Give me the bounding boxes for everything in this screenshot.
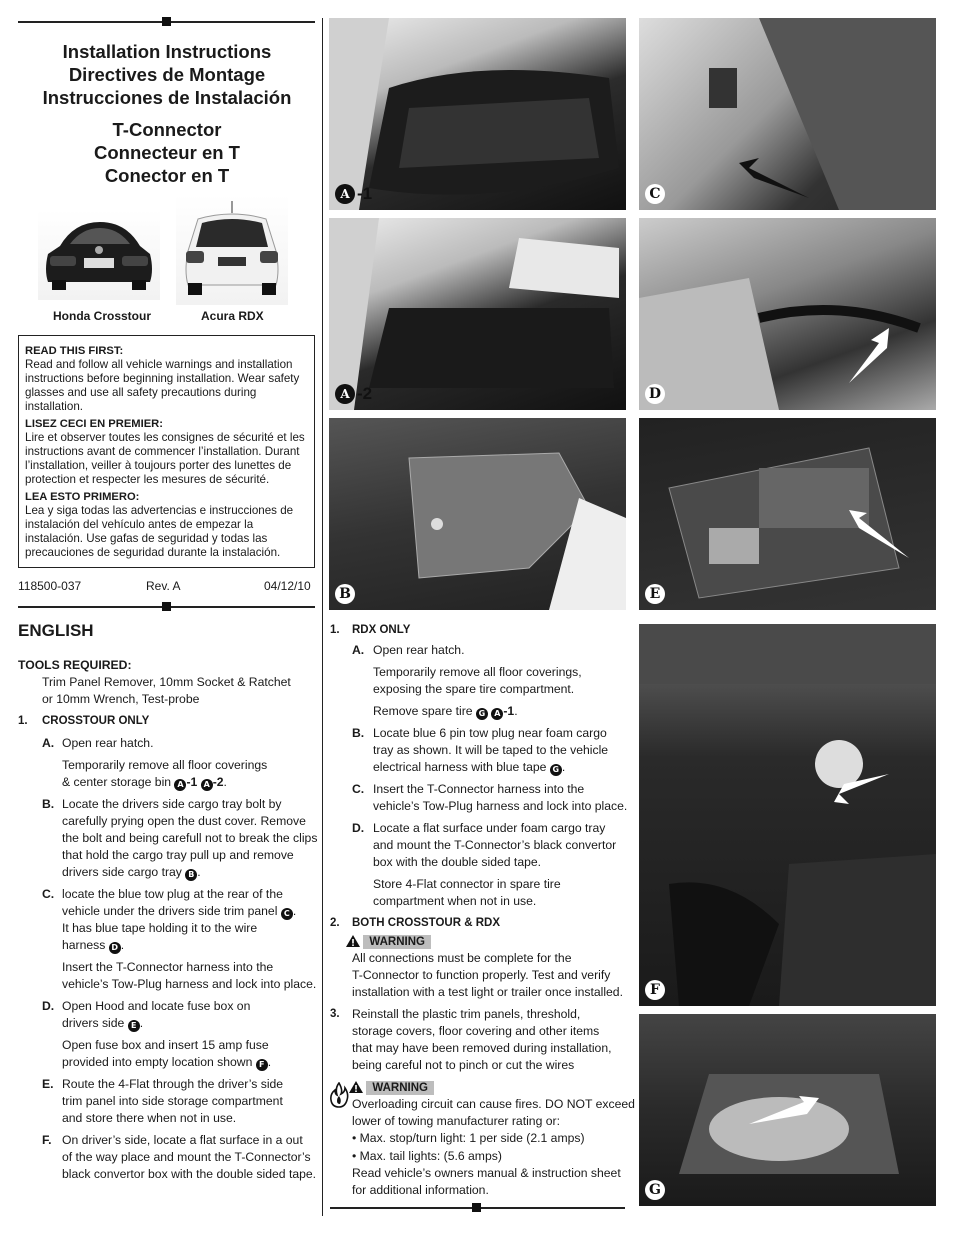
acura-rdx-image [176,195,288,305]
column-divider [322,18,323,1216]
subtitle-es: Conector en T [104,165,230,186]
substep-label: C. [352,782,365,796]
step-text: Locate blue 6 pin tow plug near foam cargo [373,726,607,740]
step-title: RDX ONLY [352,624,411,636]
step-text-line: drivers side cargo tray B . [62,865,201,879]
substep-label: D. [42,999,55,1013]
warning-text: for additional information. [352,1183,489,1197]
substep-label: F. [42,1133,52,1147]
step-text: Locate a flat surface under foam cargo tray [373,821,606,835]
substep-label: A. [42,736,55,750]
rule-marker [162,17,171,26]
read-first-en [25,344,308,414]
photo-e [639,418,936,610]
fire-icon [329,1082,349,1111]
photo-label-icon: D [645,384,665,404]
substep-label: A. [352,643,365,657]
step-number: 1. [18,715,28,727]
figure-ref-icon: F [256,1059,268,1071]
warning-text: Overloading circuit can cause fires. DO NOT exceed [352,1097,635,1111]
substep-label: D. [352,821,365,835]
photo-label-icon: G [645,1180,665,1200]
read-first-fr [25,417,308,487]
warning-text: • Max. stop/turn light: 1 per side (2.1 amps) [352,1131,585,1145]
step-text: Temporarily remove all floor coverings [62,758,268,772]
warning-text: All connections must be complete for the [352,951,572,965]
rule-marker [162,602,171,611]
step-text-line: Remove spare tire G A -1. [373,704,518,718]
photo-a1 [329,18,626,210]
read-first-heading: READ THIS FIRST: [25,345,124,357]
figure-ref-icon: G [476,708,488,720]
step-number: 1. [330,624,340,636]
step-text: Reinstall the plastic trim panels, threshold, [352,1007,581,1021]
subtitle-en: T-Connector [112,119,222,140]
title-en: Installation Instructions [62,41,272,62]
step-text: storage covers, floor covering and other items [352,1024,600,1038]
figure-ref-icon: G [550,764,562,776]
step-text: black convertor box with the double sided tape. [62,1167,317,1181]
step-text: trim panel into side storage compartment [62,1094,283,1108]
figure-ref-icon: D [109,942,121,954]
step-text: Open rear hatch. [373,643,465,657]
photo-f [639,624,936,1006]
step-text-line: provided into empty location shown F . [62,1055,272,1069]
warning-text: lower of towing manufacturer rating or: [352,1114,560,1128]
figure-ref: -1 [503,704,515,718]
read-first-heading: LEA ESTO PRIMERO: [25,491,140,503]
figure-ref: -2 [212,775,224,789]
photo-label-icon: B [335,584,355,604]
step-title: CROSSTOUR ONLY [42,715,150,727]
substep-label: C. [42,887,55,901]
step-text: being careful not to pinch or cut the wires [352,1058,575,1072]
step-text: provided into empty location shown [62,1055,253,1069]
substep-label: B. [42,797,55,811]
photo-label-icon: E [645,584,665,604]
step-text: Temporarily remove all floor coverings, [373,665,582,679]
step-text-line: drivers side E . [62,1016,144,1030]
rule-marker [472,1203,481,1212]
photo-c [639,18,936,210]
substep-label: E. [42,1077,54,1091]
tools-line: or 10mm Wrench, Test-probe [42,692,200,706]
step-text: vehicle’s Tow-Plug harness and lock into place. [373,799,628,813]
step-text-line: vehicle under the drivers side trim panel C . [62,904,297,918]
honda-crosstour-image [38,210,160,300]
step-text: drivers side cargo tray [62,865,182,879]
photo-b [329,418,626,610]
read-first-text: Read and follow all vehicle warnings and installation instructions before beginning installation. Wear safety glasses and use all safety precautions during installation. [25,358,300,413]
title-es: Instrucciones de Instalación [42,87,292,108]
step-text: Store 4-Flat connector in spare tire [373,877,561,891]
step-text: compartment when not in use. [373,894,537,908]
step-text: Locate the drivers side cargo tray bolt by [62,797,282,811]
tools-line: Trim Panel Remover, 10mm Socket & Ratchet [42,675,291,689]
step-text: exposing the spare tire compartment. [373,682,575,696]
step-text: locate the blue tow plug at the rear of the [62,887,283,901]
photo-label-icon: A [335,184,355,204]
step-text: harness [62,938,106,952]
photo-label-icon: F [645,980,665,1000]
warning-text: installation with a test light or trailer once installed. [352,985,623,999]
read-first-heading: LISEZ CECI EN PREMIER: [25,418,163,430]
part-number: 118500-037 [18,579,82,593]
revision: Rev. A [146,579,181,593]
title-fr: Directives de Montage [68,64,266,85]
step-text-line: harness D . [62,938,125,952]
photo-label-icon: C [645,184,665,204]
step-text: On driver’s side, locate a flat surface in a out [62,1133,303,1147]
warning-text: T-Connector to function properly. Test and verify [352,968,611,982]
photo-label: -1 [357,184,373,203]
step-text: and mount the T-Connector’s black convertor [373,838,617,852]
warning-text: • Max. tail lights: (5.6 amps) [352,1149,502,1163]
photo-d [639,218,936,410]
figure-ref-icon: A [491,708,503,720]
read-first-es [25,490,308,560]
step-text: Open fuse box and insert 15 amp fuse [62,1038,269,1052]
step-text: Insert the T-Connector harness into the [373,782,585,796]
step-text: and store there when not in use. [62,1111,237,1125]
step-text: Route the 4-Flat through the driver’s side [62,1077,284,1091]
language-heading: ENGLISH [18,621,94,640]
title-block [18,40,316,109]
step-text: vehicle under the drivers side trim panel [62,904,278,918]
step-text: carefully prying open the dust cover. Remove [62,814,306,828]
step-text: Insert the T-Connector harness into the [62,960,274,974]
subtitle-block [18,118,316,187]
warning-text: Read vehicle’s owners manual & instruction sheet [352,1166,621,1180]
step-text: that may have been removed during installation, [352,1041,612,1055]
step-text-line: & center storage bin A -1 A -2. [62,775,227,789]
step-number: 2. [330,917,340,929]
photo-g [639,1014,936,1206]
photo-a2 [329,218,626,410]
step-text: that hold the cargo tray pull up and remove [62,848,294,862]
figure-ref-icon: A [201,779,213,791]
step-text: drivers side [62,1016,125,1030]
car-caption-honda: Honda Crosstour [53,309,152,323]
figure-ref-icon: B [185,869,197,881]
step-text: It has blue tape holding it to the wire [62,921,258,935]
figure-ref-icon: C [281,908,293,920]
step-text: tray as shown. It will be taped to the vehicle [373,743,609,757]
car-caption-acura: Acura RDX [201,309,264,323]
step-text: Open rear hatch. [62,736,154,750]
warning-label: WARNING [366,1081,434,1095]
step-text: box with the double sided tape. [373,855,542,869]
read-first-box [18,335,315,568]
figure-ref-icon: A [174,779,186,791]
tools-heading: TOOLS REQUIRED: [18,658,132,672]
doc-date: 04/12/10 [264,579,311,593]
step-text: Open Hood and locate fuse box on [62,999,251,1013]
step-text: of the way place and mount the T-Connector’s [62,1150,311,1164]
read-first-text: Lire et observer toutes les consignes de sécurité et les instructions avant de commencer l’installation. Durant l’installation, veiller à toujours porter des lunettes de protection et respecter les mesures de sécurité. [25,431,305,486]
substep-label: B. [352,726,365,740]
step-text: & center storage bin [62,775,172,789]
step-text: electrical harness with blue tape [373,760,547,774]
photo-label-icon: A [335,384,355,404]
subtitle-fr: Connecteur en T [94,142,240,163]
figure-ref: -1 [186,775,198,789]
read-first-text: Lea y siga todas las advertencias e instrucciones de instalación del vehículo antes de empezar la instalación. Use gafas de seguridad y todas las precauciones de seguridad durante la instalación. [25,504,294,559]
photo-label: -2 [357,384,373,403]
step-text: vehicle’s Tow-Plug harness and lock into place. [62,977,317,991]
step-text: Remove spare tire [373,704,473,718]
step-text: the bolt and being carefull not to break the clips [62,831,318,845]
step-title: BOTH CROSSTOUR & RDX [352,917,501,929]
warning-label: WARNING [363,935,431,949]
figure-ref-icon: E [128,1020,140,1032]
step-text-line: electrical harness with blue tape G . [373,760,566,774]
step-number: 3. [330,1008,340,1020]
